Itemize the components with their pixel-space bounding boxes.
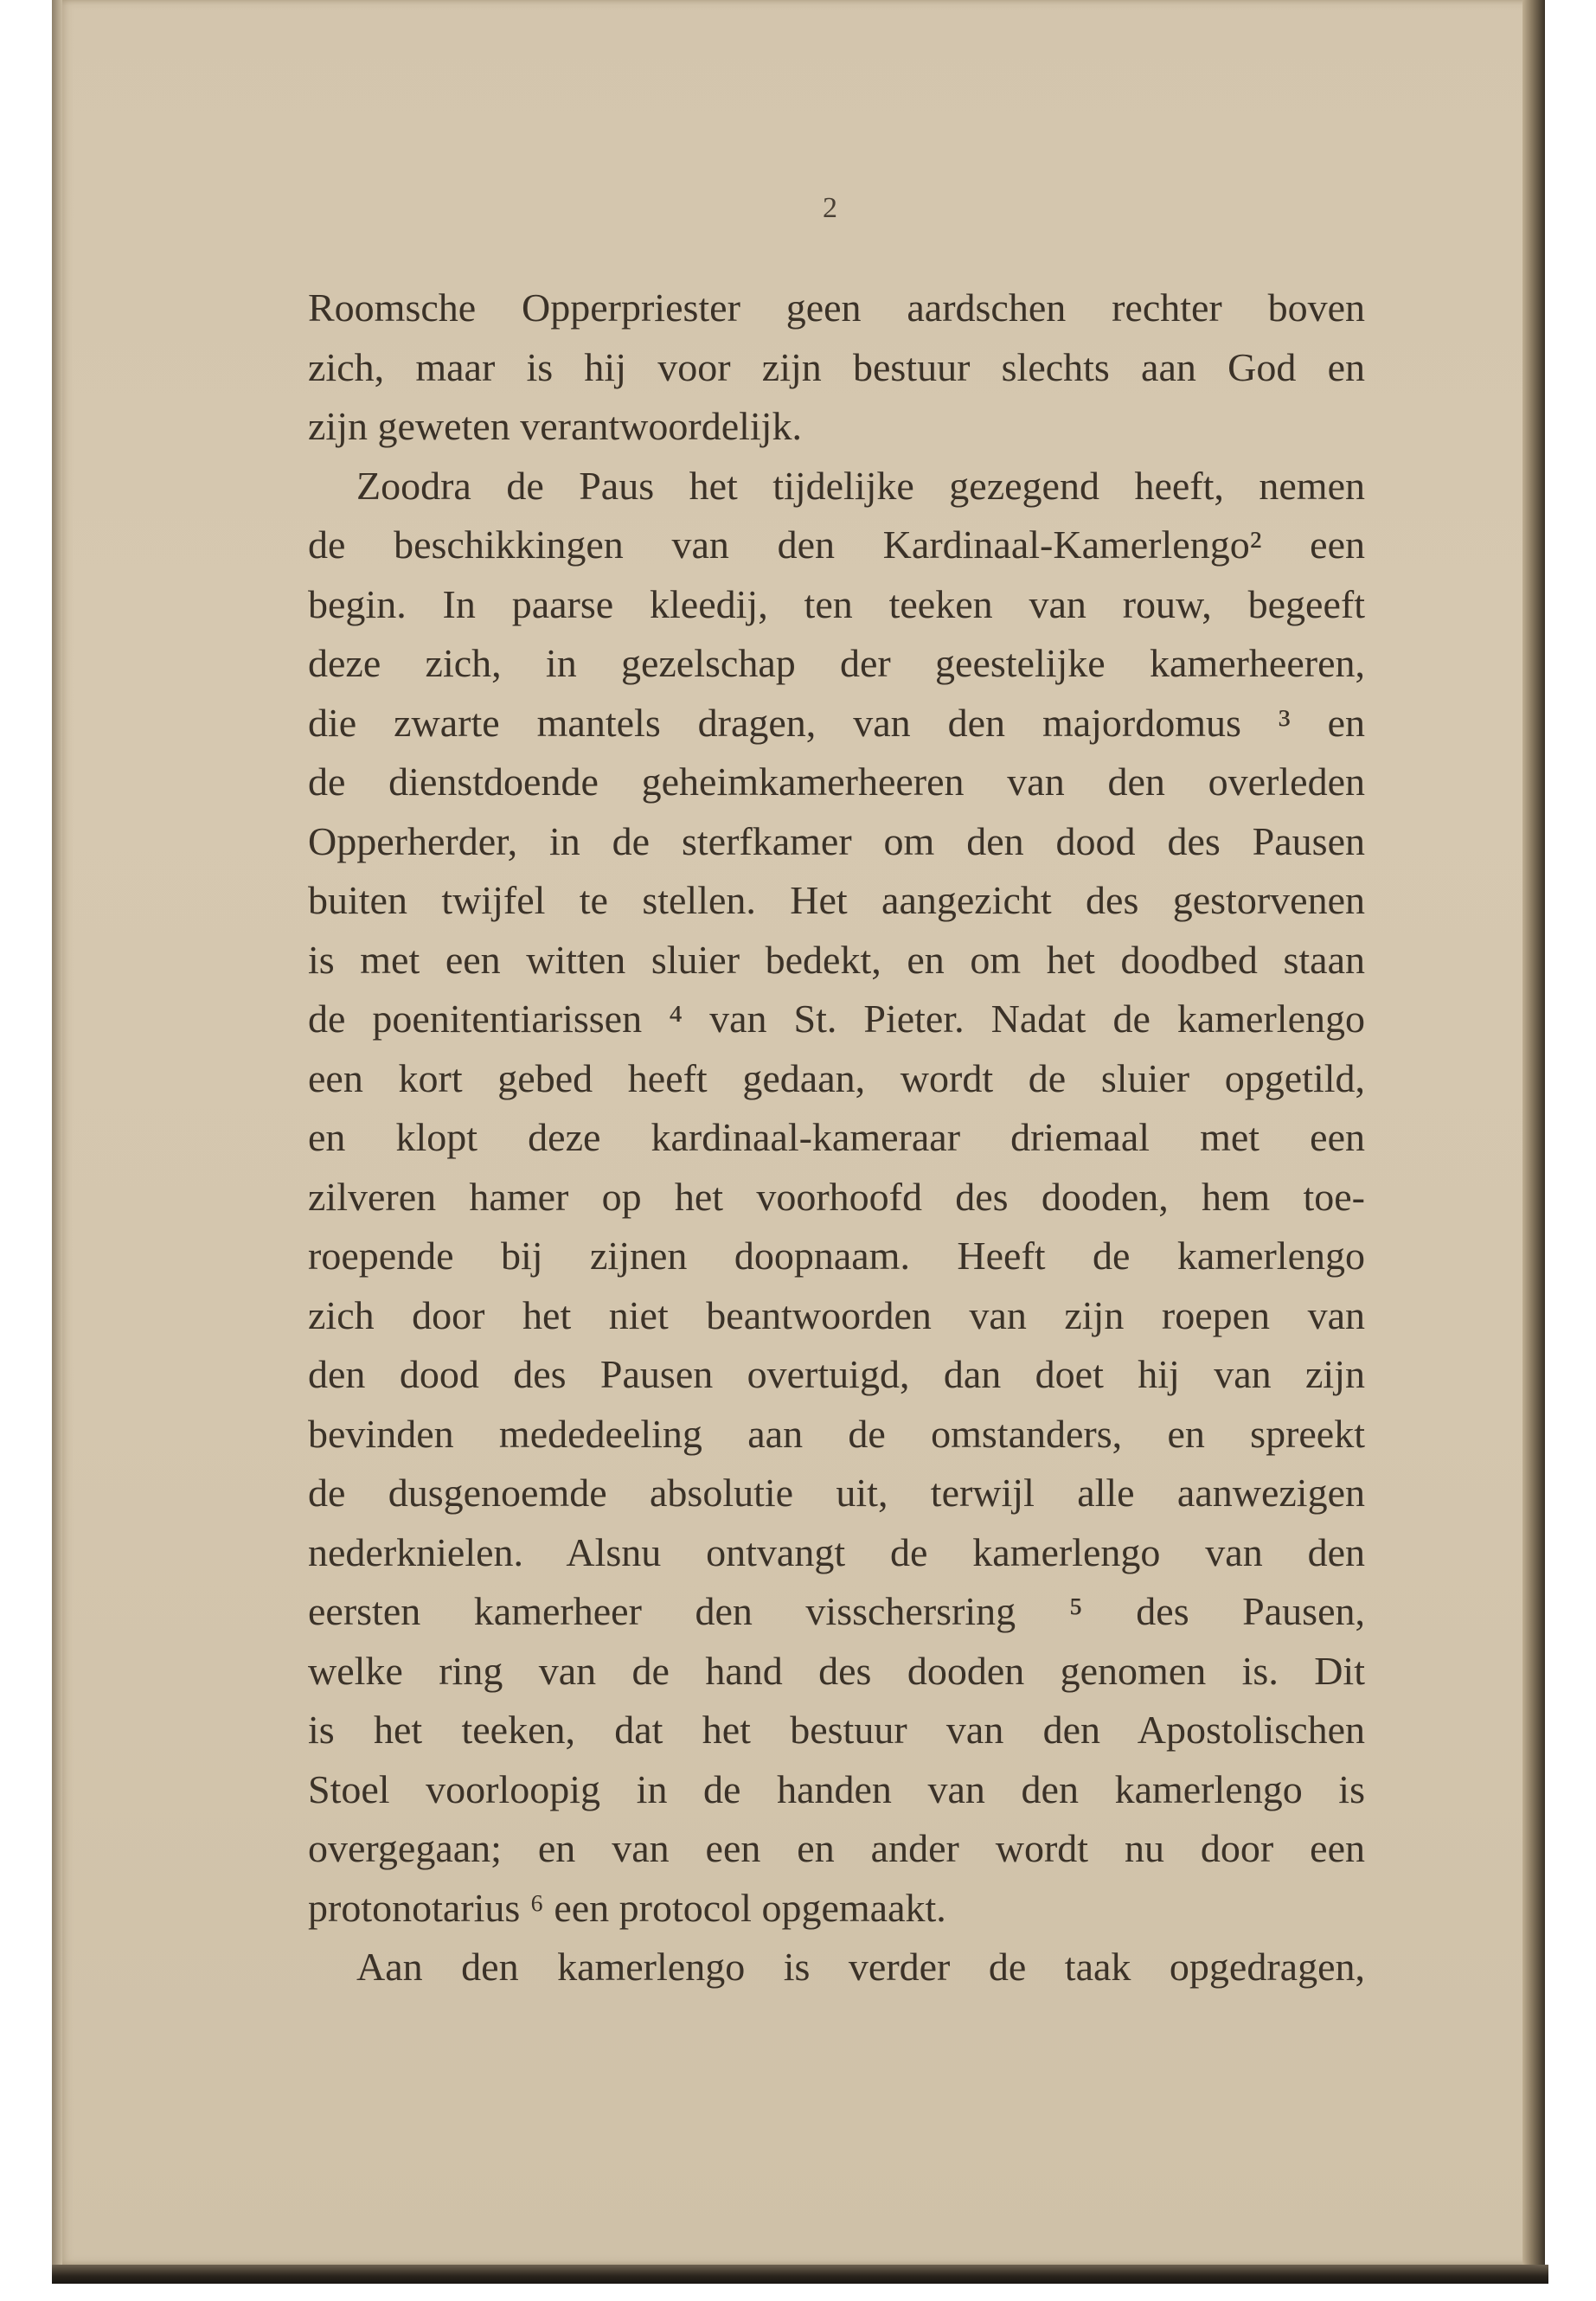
text-line: zich door het niet beantwoorden van zijn roepen van bbox=[308, 1292, 1365, 1337]
text-line: Stoel voorloopig in de handen van den kamerlengo is bbox=[308, 1766, 1365, 1811]
text-line: de dusgenoemde absolutie uit, terwijl alle aanwezigen bbox=[308, 1471, 1365, 1515]
page-left-edge bbox=[52, 0, 62, 2271]
text-line: nederknielen. Alsnu ontvangt de kamerlengo van den bbox=[308, 1529, 1365, 1574]
text-line: den dood des Pausen overtuigd, dan doet hij van zijn bbox=[308, 1352, 1365, 1396]
text-line: zijn geweten verantwoordelijk. bbox=[308, 404, 802, 448]
text-line: Opperherder, in de sterfkamer om den dood des Pausen bbox=[308, 818, 1365, 863]
text-line: zilveren hamer op het voorhoofd des dooden, hem toe- bbox=[308, 1174, 1365, 1219]
text-line: bevinden mededeeling aan de omstanders, en spreekt bbox=[308, 1411, 1365, 1456]
text-line: en klopt deze kardinaal-kameraar driemaal met een bbox=[308, 1115, 1365, 1159]
text-line: die zwarte mantels dragen, van den majordomus ³ en bbox=[308, 700, 1365, 745]
text-line: Aan den kamerlengo is verder de taak opgedragen, bbox=[356, 1945, 1365, 1989]
text-line: overgegaan; en van een en ander wordt nu door een bbox=[308, 1826, 1365, 1870]
text-line: begin. In paarse kleedij, ten teeken van rouw, begeeft bbox=[308, 581, 1365, 626]
text-line: zich, maar is hij voor zijn bestuur slechts aan God en bbox=[308, 344, 1365, 389]
text-line: is het teeken, dat het bestuur van den Apostolischen bbox=[308, 1708, 1365, 1752]
text-line: welke ring van de hand des dooden genomen is. Dit bbox=[308, 1648, 1365, 1693]
text-line: roepende bij zijnen doopnaam. Heeft de kamerlengo bbox=[308, 1234, 1365, 1278]
text-line: een kort gebed heeft gedaan, wordt de sluier opgetild, bbox=[308, 1055, 1365, 1100]
page-number: 2 bbox=[823, 192, 838, 224]
text-line: eersten kamerheer den visschersring ⁵ des Pausen, bbox=[308, 1589, 1365, 1633]
text-line: de poenitentiarissen ⁴ van St. Pieter. Nadat de kamerlengo bbox=[308, 997, 1365, 1041]
page-right-edge bbox=[1522, 0, 1545, 2273]
text-line: is met een witten sluier bedekt, en om het doodbed staan bbox=[308, 937, 1365, 982]
text-line: de dienstdoende geheimkamerheeren van den overleden bbox=[308, 760, 1365, 804]
page-bottom-edge bbox=[52, 2265, 1548, 2284]
body-text bbox=[308, 279, 1365, 1997]
text-line: deze zich, in gezelschap der geestelijke kamerheeren, bbox=[308, 641, 1365, 685]
text-line: de beschikkingen van den Kardinaal-Kamerlengo² een bbox=[308, 522, 1365, 567]
text-line: Roomsche Opperpriester geen aardschen rechter boven bbox=[308, 285, 1365, 330]
text-line: buiten twijfel te stellen. Het aangezicht des gestorvenen bbox=[308, 878, 1365, 922]
text-line: protonotarius ⁶ een protocol opgemaakt. bbox=[308, 1885, 946, 1930]
text-line: Zoodra de Paus het tijdelijke gezegend heeft, nemen bbox=[356, 463, 1365, 508]
